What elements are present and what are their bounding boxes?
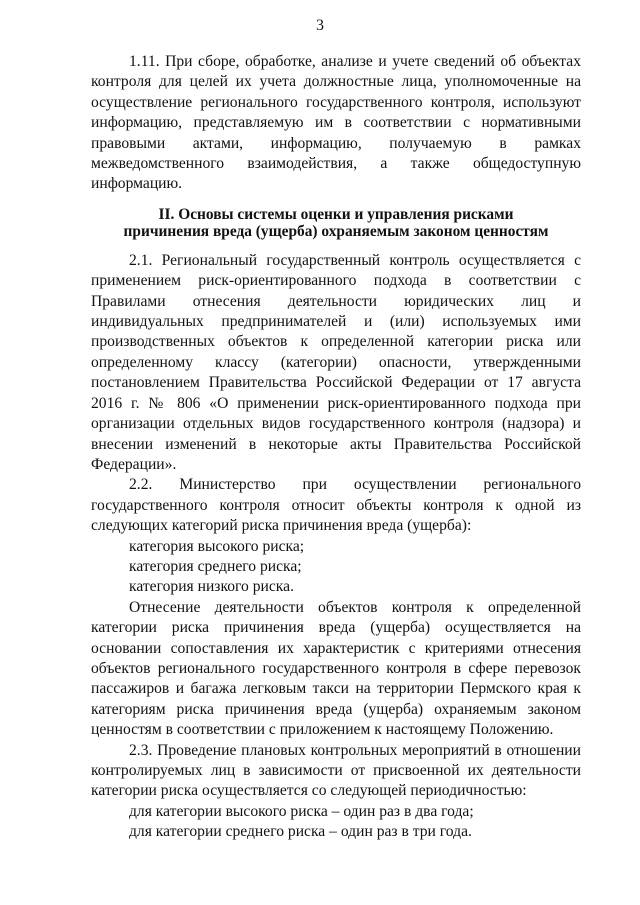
paragraph-1-11: 1.11. При сборе, обработке, анализе и учете сведений об объектах контроля для целей их учета должностные лица, уполномоченные на осуществление регионального государственного контроля, используют информацию, представляемую им в соответствии с нормативными правовыми актами, информацию, получаемую в рамках межведомственного взаимодействия, а также общедоступную информацию. — [91, 53, 581, 193]
risk-category-medium: категория среднего риска; — [129, 557, 302, 575]
section-title-line-2: причинения вреда (ущерба) охраняемым законом ценностям — [123, 222, 549, 240]
paragraph-2-1: 2.1. Региональный государственный контроль осуществляется с применением риск-ориентированного подхода в соответствии с Правилами отнесения деятельности юридических лиц и индивидуальных предпринимателей и (или) используемых ими производственных объектов к определенной категории риска или определенному классу (категории) опасности, утвержденными постановлением Правительства Российской Федерации от 17 августа 2016 г. № 806 «О применении риск-ориентированного подхода при организации отдельных видов государственного контроля (надзора) и внесении изменений в некоторые акты Правительства Российской Федерации». — [91, 251, 581, 473]
page-number: 3 — [316, 17, 324, 34]
risk-category-low: категория низкого риска. — [129, 578, 294, 596]
section-title-line-1: II. Основы системы оценки и управления рисками — [158, 205, 514, 223]
risk-category-high: категория высокого риска; — [129, 537, 305, 555]
paragraph-2-3: 2.3. Проведение плановых контрольных мероприятий в отношении контролируемых лиц в зависимости от присвоенной их деятельности категории риска осуществляется со следующей периодичностью: — [91, 741, 581, 800]
document-body — [91, 52, 581, 843]
periodicity-high: для категории высокого риска – один раз в два года; — [129, 802, 474, 820]
periodicity-medium: для категории среднего риска – один раз в три года. — [129, 823, 472, 841]
spacer — [91, 195, 581, 206]
paragraph-2-2: 2.2. Министерство при осуществлении регионального государственного контроля относит объекты контроля к одной из следующих категорий риска причинения вреда (ущерба): — [91, 476, 581, 535]
paragraph-risk-assignment: Отнесение деятельности объектов контроля к определенной категории риска причинения вреда (ущерба) осуществляется на основании сопоставления их характеристик с критериями отнесения объектов регионального государственного контроля в сфере перевозок пассажиров и багажа легковым такси на территории Пермского края к категориям риска причинения вреда (ущерба) охраняемым законом ценностям в соответствии с приложением к настоящему Положению. — [91, 598, 581, 739]
spacer — [91, 240, 581, 251]
